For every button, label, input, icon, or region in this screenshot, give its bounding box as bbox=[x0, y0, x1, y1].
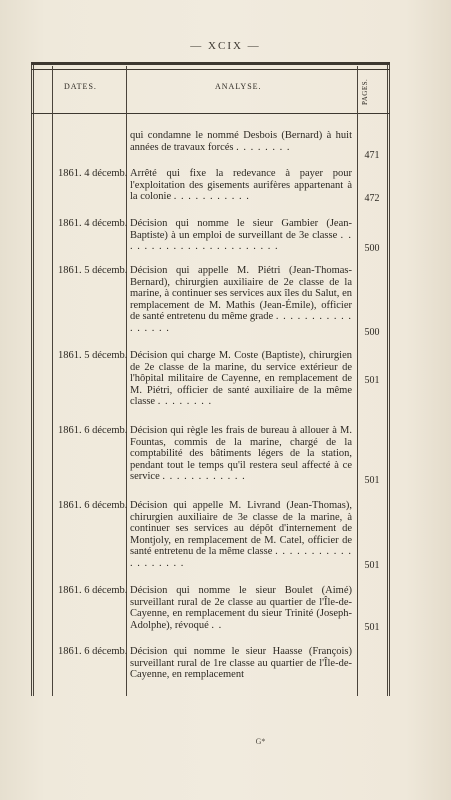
table-top-rule bbox=[31, 62, 390, 70]
entry-text bbox=[130, 425, 352, 483]
entry-leader: . . bbox=[211, 619, 223, 631]
entry-page: 501 bbox=[364, 560, 380, 571]
entry-analysis: Décision qui nomme le sieur Gambier (Jean-Baptiste) à un emploi de surveillant de 3e classe bbox=[130, 218, 352, 241]
entry-text bbox=[130, 265, 352, 335]
entry-text bbox=[130, 500, 352, 570]
column-rule-dates-right bbox=[126, 66, 127, 696]
entry-page: 500 bbox=[364, 243, 380, 254]
entry-text bbox=[130, 646, 352, 681]
entry-text bbox=[130, 218, 352, 253]
header-analyse: ANALYSE. bbox=[215, 82, 262, 91]
entry-analysis: Arrêté qui fixe la redevance à payer pour l'exploitation des gisements aurifères appartenant à la colonie bbox=[130, 168, 352, 203]
entry-date: 1861. 5 décemb. bbox=[58, 265, 128, 276]
entry-date: 1861. 4 décemb. bbox=[58, 168, 128, 179]
entry-analysis: qui condamne le nommé Desbois (Bernard) à huit années de travaux forcés bbox=[130, 130, 352, 153]
header-pages: PAGES. bbox=[361, 78, 369, 106]
entry-page: 472 bbox=[364, 193, 380, 204]
header-dates: DATES. bbox=[64, 82, 97, 91]
entry-page: 501 bbox=[364, 375, 380, 386]
entry-analysis: Décision qui règle les frais de bureau à allouer à M. Fountas, commis de la marine, chargé de la comptabilité des bâtiments légers de la station, pendant tout le temps qu'il restera seul affecté à ce service bbox=[130, 425, 352, 483]
signature-mark: G* bbox=[255, 737, 266, 746]
entry-date: 1861. 6 décemb. bbox=[58, 425, 128, 436]
entry-date: 1861. 6 décemb. bbox=[58, 500, 128, 511]
entry-text bbox=[130, 350, 352, 408]
entry-page: 500 bbox=[364, 327, 380, 338]
entry-date: 1861. 5 décemb. bbox=[58, 350, 128, 361]
entry-analysis: Décision qui nomme le sieur Haasse (François) surveillant rural de 1re classe au quartier de l'Île-de-Cayenne, en remplacement bbox=[130, 646, 352, 681]
entry-page: 471 bbox=[364, 150, 380, 161]
entry-text bbox=[130, 130, 352, 153]
entry-leader: . . . . . . . . bbox=[236, 141, 291, 153]
entry-leader: . . . . . . . . bbox=[157, 396, 213, 408]
page-number: — XCIX — bbox=[190, 40, 261, 52]
entry-text bbox=[130, 585, 352, 631]
entry-leader: . . . . . . . . . . . bbox=[173, 191, 250, 203]
entry-leader: . . . . . . . . . . . . bbox=[162, 471, 246, 483]
entry-date: 1861. 6 décemb. bbox=[58, 585, 128, 596]
entry-leader: . . . . . . . . . . . . . . . . . . . bbox=[130, 546, 353, 569]
entry-analysis: Décision qui charge M. Coste (Baptiste), chirurgien de 2e classe de la marine, du service extérieur de l'hôpital militaire de Cayenne, en remplacement de M. Piétri, officier de santé auxiliaire de la même classe bbox=[130, 350, 352, 408]
entry-date: 1861. 6 décemb. bbox=[58, 646, 128, 657]
column-rule-dates-left bbox=[52, 66, 53, 696]
entry-analysis: Décision qui appelle M. Piétri (Jean-Thomas-Bernard), chirurgien auxiliaire de 2e classe de la marine, à continuer ses services aux îles du Salut, en remplacement de M. Mathis (Jean-Émile), officier de santé entretenu du même grade bbox=[130, 265, 352, 323]
entry-text bbox=[130, 168, 352, 203]
column-rule-pages-left bbox=[357, 66, 358, 696]
entry-date: 1861. 4 décemb. bbox=[58, 218, 128, 229]
entry-analysis: Décision qui appelle M. Livrand (Jean-Thomas), chirurgien auxiliaire de 3e classe de la marine, à continuer ses services au dépôt d'internement de Montjoly, en remplacement de M. Catel, officier de santé entretenu de la même classe bbox=[130, 500, 352, 558]
entry-analysis: Décision qui nomme le sieur Boulet (Aimé) surveillant rural de 2e classe au quartier de l'Île-de-Cayenne, en remplacement du sieur Trinité (Joseph-Adolphe), révoqué bbox=[130, 585, 352, 631]
entry-page: 501 bbox=[364, 475, 380, 486]
entry-leader: . . . . . . . . . . . . . . . . . bbox=[130, 311, 353, 334]
entry-page: 501 bbox=[364, 622, 380, 633]
entry-leader: . . . . . . . . . . . . . . . . . . . . . . . bbox=[130, 229, 353, 253]
header-rule bbox=[31, 113, 390, 114]
